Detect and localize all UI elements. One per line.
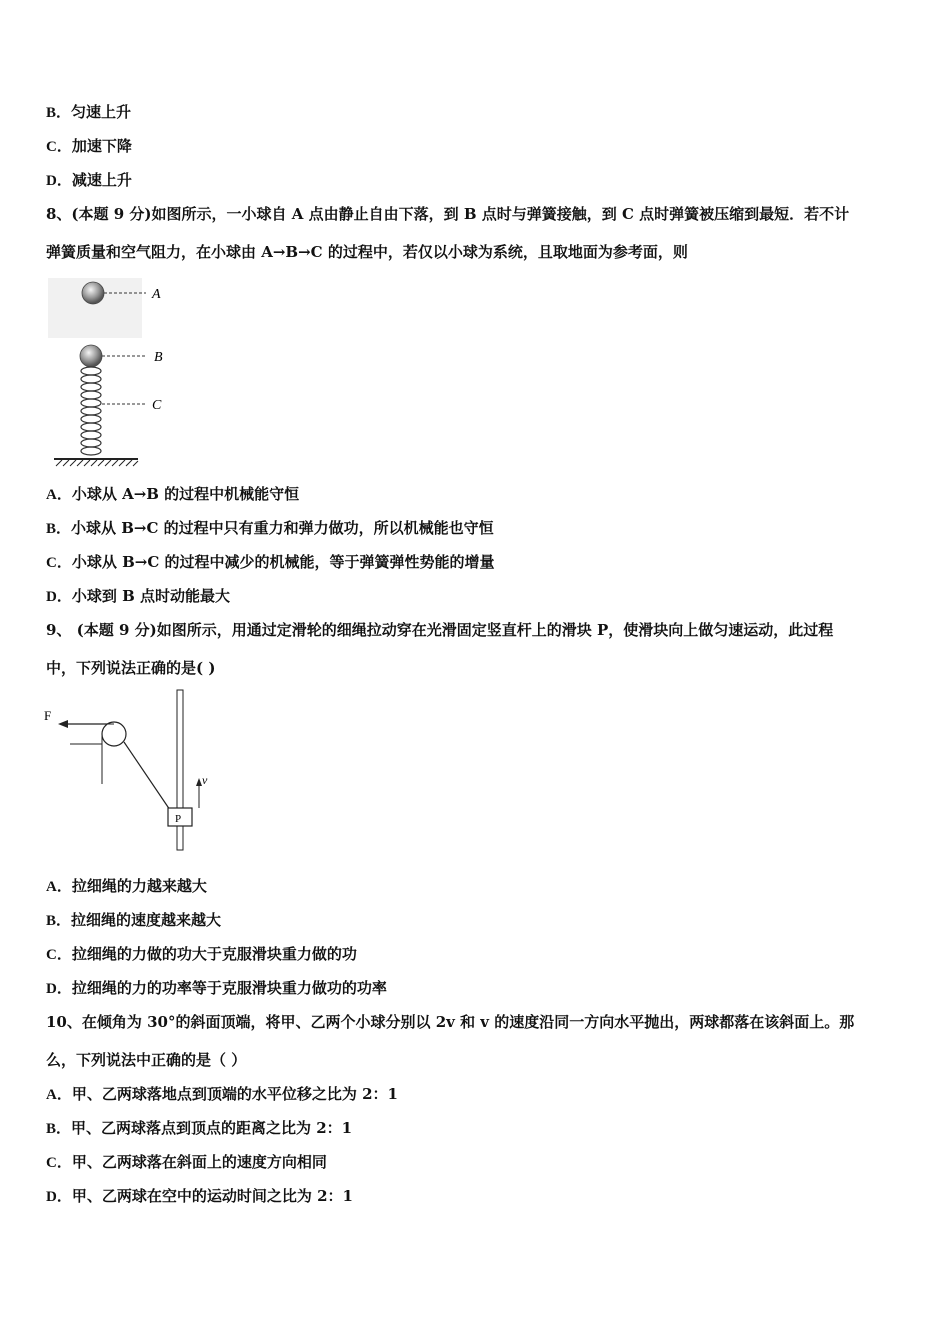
q10-option-c: C．甲、乙两球落在斜面上的速度方向相同 [46,1153,327,1171]
q10-option-d: D．甲、乙两球在空中的运动时间之比为 2：1 [46,1187,353,1205]
pulley-wheel [102,722,126,746]
q9-option-d: D．拉细绳的力的功率等于克服滑块重力做功的功率 [46,979,387,997]
label-b: B [154,350,163,365]
q9-option-b: B．拉细绳的速度越来越大 [46,911,222,929]
q7-option-c: C．加速下降 [46,137,132,155]
rope-diagonal [124,742,170,810]
q9-option-a: A．拉细绳的力越来越大 [46,877,207,895]
q9-stem-line2: 中，下列说法正确的是( ) [46,659,216,677]
ball-b [80,345,102,367]
q7-option-d: D．减速上升 [46,171,132,189]
force-arrowhead [58,720,68,728]
q9-option-c: C．拉细绳的力做的功大于克服滑块重力做的功 [46,945,357,963]
q7-option-b: B．匀速上升 [46,103,132,121]
ground-hatching [56,460,138,466]
q9-pulley-figure [40,686,230,852]
label-a: A [152,287,161,302]
pulley-diagram [40,686,230,852]
ball-a [82,282,104,304]
label-v: v [202,773,208,787]
q8-option-d: D．小球到 B 点时动能最大 [46,587,230,605]
q10-option-a: A．甲、乙两球落地点到顶端的水平位移之比为 2：1 [46,1085,398,1103]
q8-spring-figure [46,276,206,470]
q8-stem-line1: 8、(本题 9 分)如图所示，一小球自 A 点由静止自由下落，到 B 点时与弹簧接触，到 C 点时弹簧被压缩到最短．若不计 [46,205,850,223]
spring-coil [81,367,101,455]
q10-stem-line1: 10、在倾角为 30°的斜面顶端，将甲、乙两个小球分别以 2v 和 v 的速度沿同一方向水平抛出，两球都落在该斜面上。那 [46,1013,855,1031]
q10-stem-line2: 么，下列说法中正确的是（ ） [46,1051,247,1069]
label-c: C [152,398,162,413]
q8-option-b: B．小球从 B→C 的过程中只有重力和弹力做功，所以机械能也守恒 [46,519,494,537]
q8-stem-line2: 弹簧质量和空气阻力，在小球由 A→B→C 的过程中，若仅以小球为系统，且取地面为参考面，则 [46,243,688,261]
q10-option-b: B．甲、乙两球落点到顶点的距离之比为 2：1 [46,1119,353,1137]
spring-diagram [46,276,206,470]
q9-stem-line1: 9、 (本题 9 分)如图所示，用通过定滑轮的细绳拉动穿在光滑固定竖直杆上的滑块 P，使滑块向上做匀速运动，此过程 [46,621,834,639]
label-p: P [175,813,182,825]
q8-option-c: C．小球从 B→C 的过程中减少的机械能，等于弹簧弹性势能的增量 [46,553,495,571]
q8-option-a: A．小球从 A→B 的过程中机械能守恒 [46,485,300,503]
label-f: F [44,708,52,723]
